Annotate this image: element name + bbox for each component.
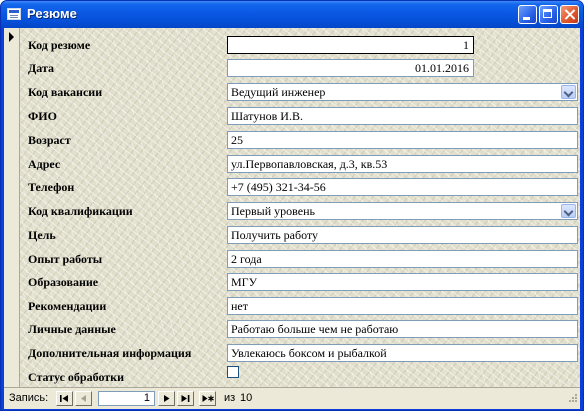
next-record-icon [159, 392, 174, 405]
last-record-icon [178, 392, 193, 405]
label-phone: Телефон [28, 180, 75, 194]
label-date: Дата [28, 61, 54, 75]
date-field[interactable]: 01.01.2016 [227, 59, 474, 77]
experience-field[interactable]: 2 года [227, 250, 578, 268]
label-full-name: ФИО [28, 109, 57, 123]
title-bar[interactable] [1, 1, 583, 28]
label-goal: Цель [28, 228, 56, 242]
label-vacancy: Код вакансии [28, 85, 103, 99]
minimize-button[interactable] [518, 5, 537, 24]
maximize-button[interactable] [539, 5, 558, 24]
personal-data-field[interactable]: Работаю больше чем не работаю [227, 320, 578, 338]
form-icon[interactable] [7, 8, 21, 20]
goal-field[interactable]: Получить работу [227, 226, 578, 244]
previous-record-button[interactable] [75, 391, 92, 406]
label-additional-info: Дополнительная информация [28, 346, 192, 360]
qualification-value: Первый уровень [231, 204, 315, 218]
processing-status-checkbox[interactable] [227, 366, 239, 378]
label-address: Адрес [28, 157, 61, 171]
previous-record-icon [76, 392, 91, 405]
resize-grip-icon[interactable] [567, 394, 577, 404]
total-records: 10 [240, 392, 253, 404]
next-record-button[interactable] [158, 391, 175, 406]
full-name-field[interactable]: Шатунов И.В. [227, 107, 578, 125]
additional-info-field[interactable]: Увлекаюсь боксом и рыбалкой [227, 344, 578, 362]
label-processing-status: Статус обработки [28, 370, 125, 384]
vacancy-value: Ведущий инженер [231, 85, 326, 99]
first-record-button[interactable] [56, 391, 73, 406]
qualification-combobox[interactable] [227, 202, 578, 220]
label-education: Образование [28, 275, 99, 289]
chevron-down-icon[interactable] [561, 204, 576, 218]
recommendations-field[interactable]: нет [227, 297, 578, 315]
chevron-down-icon[interactable] [561, 85, 576, 99]
resume-id-field[interactable]: 1 [227, 36, 474, 54]
label-recommendations: Рекомендации [28, 299, 107, 313]
last-record-button[interactable] [177, 391, 194, 406]
age-field[interactable]: 25 [227, 131, 578, 149]
record-navigation-bar [4, 387, 580, 409]
window-title: Резюме [27, 6, 77, 21]
label-qualification: Код квалификации [28, 204, 133, 218]
education-field[interactable]: МГУ [227, 273, 578, 291]
of-label: из [224, 392, 236, 404]
record-label: Запись: [9, 392, 49, 404]
record-selector[interactable] [4, 28, 20, 387]
vacancy-combobox[interactable] [227, 83, 578, 101]
label-personal-data: Личные данные [28, 322, 116, 336]
phone-field[interactable]: +7 (495) 321-34-56 [227, 178, 578, 196]
current-record-arrow-icon [9, 32, 14, 42]
label-experience: Опыт работы [28, 252, 103, 266]
label-resume-id: Код резюме [28, 38, 91, 52]
resume-form [20, 28, 580, 387]
label-age: Возраст [28, 133, 71, 147]
address-field[interactable]: ул.Первопавловская, д.3, кв.53 [227, 155, 578, 173]
new-record-button[interactable] [199, 391, 216, 406]
new-record-icon [200, 392, 215, 405]
close-button[interactable] [560, 5, 579, 24]
first-record-icon [57, 392, 72, 405]
form-client-area [4, 28, 580, 409]
current-record-input[interactable]: 1 [98, 391, 155, 406]
